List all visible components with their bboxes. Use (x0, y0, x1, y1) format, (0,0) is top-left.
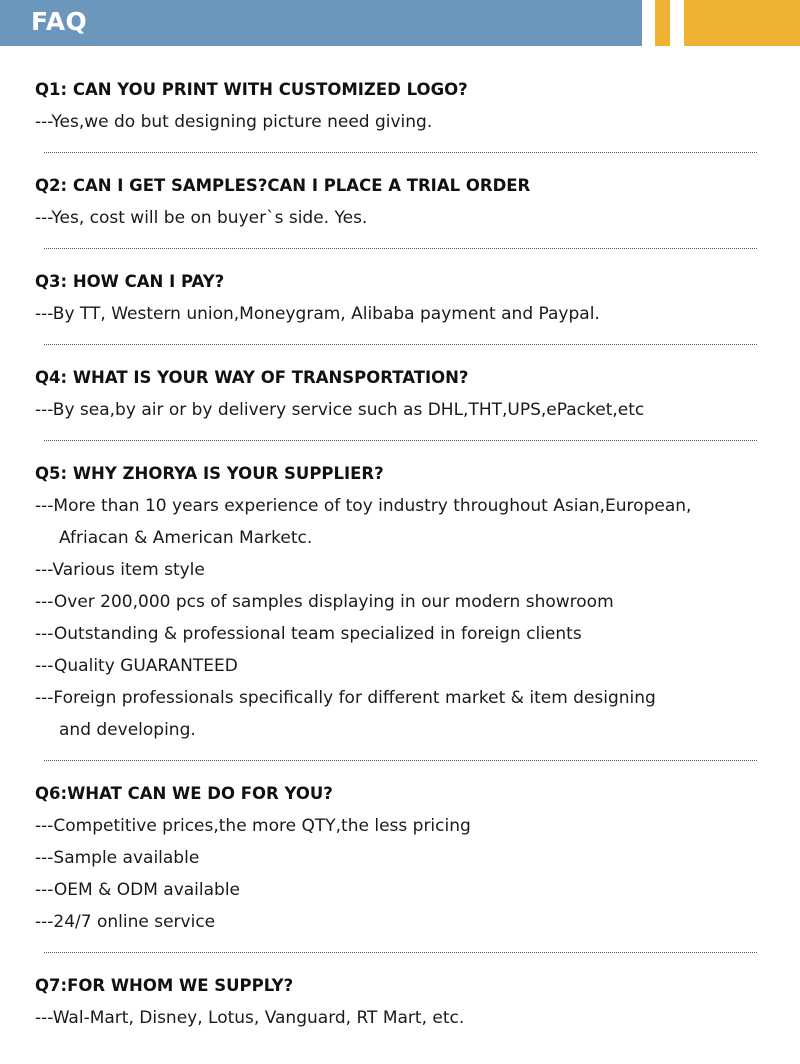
faq-answer-continuation: Afriacan & American Marketc. (59, 528, 313, 548)
faq-item-7 (0, 970, 800, 1034)
faq-answer: ---Competitive prices,the more QTY,the less pricing (35, 816, 471, 836)
faq-question: Q6:WHAT CAN WE DO FOR YOU? (35, 784, 333, 803)
faq-list (0, 74, 800, 1034)
faq-item-5 (0, 458, 800, 761)
faq-item-3 (0, 266, 800, 345)
faq-item-1 (0, 74, 800, 153)
faq-item-4 (0, 362, 800, 441)
header-bar (0, 0, 642, 46)
faq-question: Q1: CAN YOU PRINT WITH CUSTOMIZED LOGO? (35, 80, 468, 99)
faq-answer: ---Sample available (35, 848, 200, 868)
faq-answer: ---Over 200,000 pcs of samples displaying in our modern showroom (35, 592, 614, 612)
faq-header (0, 0, 800, 46)
faq-answer: ---Foreign professionals specifically for different market & item designing (35, 688, 656, 708)
faq-answer: ---Outstanding & professional team specialized in foreign clients (35, 624, 582, 644)
faq-answer: ---24/7 online service (35, 912, 216, 932)
dotted-divider (44, 152, 757, 153)
faq-answer-continuation: and developing. (59, 720, 196, 740)
dotted-divider (44, 952, 757, 953)
dotted-divider (44, 760, 757, 761)
faq-question: Q5: WHY ZHORYA IS YOUR SUPPLIER? (35, 464, 384, 483)
faq-question: Q3: HOW CAN I PAY? (35, 272, 225, 291)
faq-answer: ---By TT, Western union,Moneygram, Alibaba payment and Paypal. (35, 304, 600, 324)
faq-item-2 (0, 170, 800, 249)
faq-answer: ---Wal-Mart, Disney, Lotus, Vanguard, RT Mart, etc. (35, 1008, 465, 1028)
faq-answer: ---OEM & ODM available (35, 880, 241, 900)
faq-answer: ---Yes, cost will be on buyer`s side. Yes. (35, 208, 368, 228)
dotted-divider (44, 440, 757, 441)
dotted-divider (44, 344, 757, 345)
faq-item-6 (0, 778, 800, 953)
page-title: FAQ (31, 7, 88, 36)
faq-answer: ---Various item style (35, 560, 205, 580)
dotted-divider (44, 248, 757, 249)
faq-answer: ---By sea,by air or by delivery service such as DHL,THT,UPS,ePacket,etc (35, 400, 645, 420)
faq-question: Q7:FOR WHOM WE SUPPLY? (35, 976, 294, 995)
faq-question: Q2: CAN I GET SAMPLES?CAN I PLACE A TRIAL ORDER (35, 176, 531, 195)
faq-answer: ---More than 10 years experience of toy industry throughout Asian,European, (35, 496, 692, 516)
faq-answer: ---Quality GUARANTEED (35, 656, 238, 676)
faq-answer: ---Yes,we do but designing picture need giving. (35, 112, 433, 132)
accent-stripe-small (655, 0, 670, 46)
faq-question: Q4: WHAT IS YOUR WAY OF TRANSPORTATION? (35, 368, 469, 387)
accent-stripe-large (684, 0, 800, 46)
